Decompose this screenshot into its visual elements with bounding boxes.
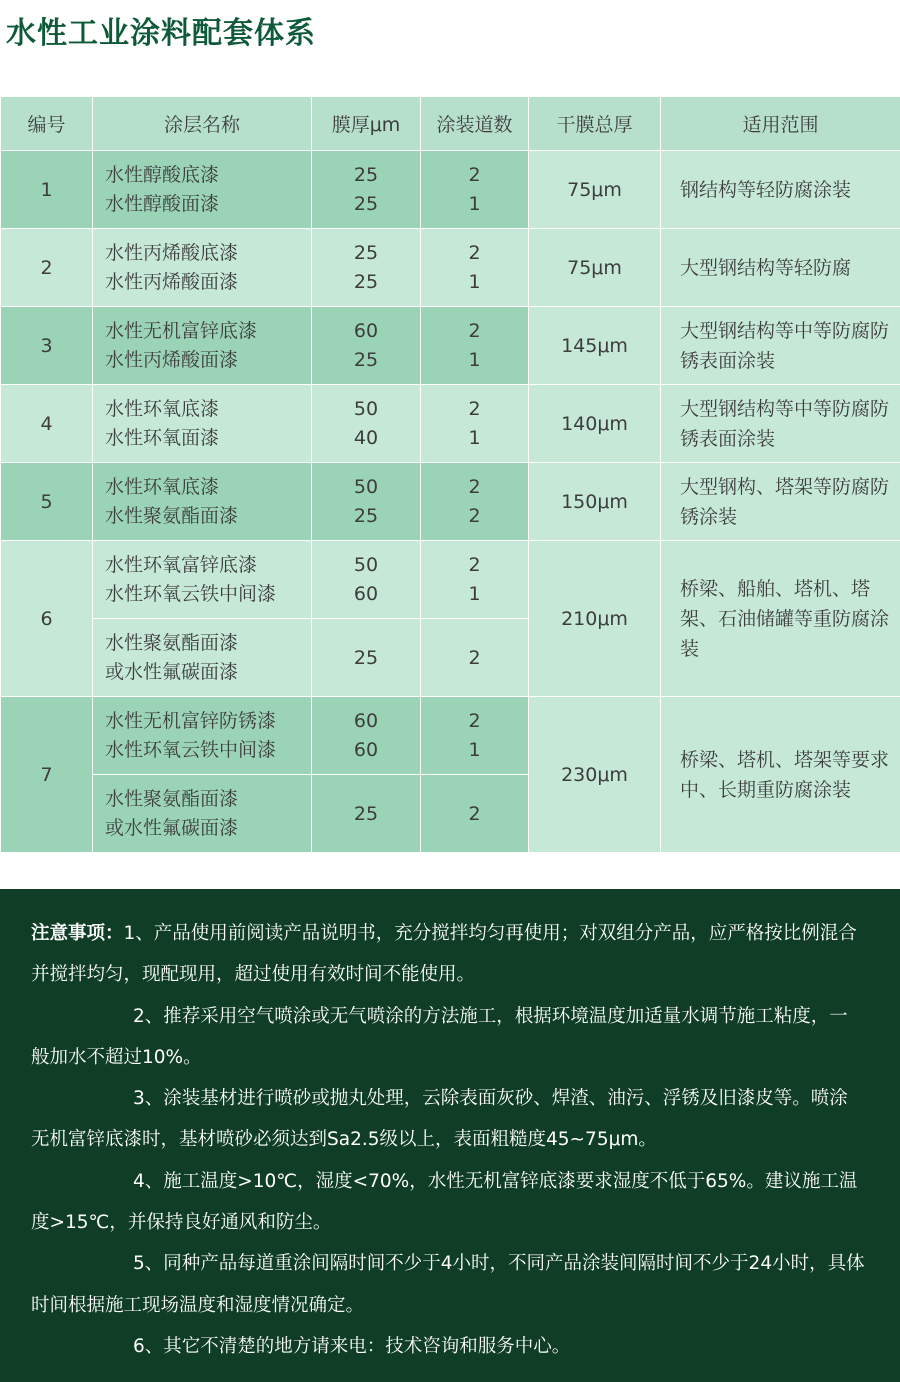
count-value: 2 <box>421 775 529 853</box>
film-thickness <box>312 307 421 385</box>
thickness-value: 25 <box>312 619 421 697</box>
header-scope: 适用范围 <box>661 97 900 151</box>
film-thickness <box>312 385 421 463</box>
thickness-value: 60 <box>353 319 379 342</box>
dry-total: 75μm <box>529 151 661 229</box>
dry-total: 230μm <box>529 697 661 853</box>
coat-name: 或水性氟碳面漆 <box>105 816 239 839</box>
notes-label: 注意事项： <box>31 923 124 944</box>
coat-name: 水性无机富锌防锈漆 <box>105 709 277 732</box>
coat-name: 水性醇酸底漆 <box>105 163 220 186</box>
coat-count <box>421 229 529 307</box>
thickness-value: 25 <box>353 192 379 215</box>
coat-name: 水性聚氨酯面漆 <box>105 504 239 527</box>
coat-count <box>421 151 529 229</box>
thickness-value: 50 <box>353 553 379 576</box>
thickness-value: 60 <box>353 738 379 761</box>
row-number: 7 <box>1 697 93 853</box>
coat-count <box>421 385 529 463</box>
coat-names <box>93 619 312 697</box>
count-value: 1 <box>468 270 481 293</box>
count-value: 2 <box>468 397 481 420</box>
dry-total: 150μm <box>529 463 661 541</box>
film-thickness <box>312 229 421 307</box>
scope: 大型钢构、塔架等防腐防锈涂装 <box>661 463 900 541</box>
coat-name: 水性环氧云铁中间漆 <box>105 582 277 605</box>
table-row <box>1 541 900 619</box>
table-row <box>1 385 900 463</box>
table-row <box>1 151 900 229</box>
count-value: 2 <box>468 163 481 186</box>
coat-names <box>93 697 312 775</box>
note-item-3: 3、涂装基材进行喷砂或抛丸处理，云除表面灰砂、焊渣、油污、浮锈及旧漆皮等。喷涂无机富锌底漆时，基材喷砂必须达到Sa2.5级以上，表面粗糙度45~75μm。 <box>31 1088 848 1151</box>
coat-count <box>421 697 529 775</box>
table-row <box>1 463 900 541</box>
header-coat-count: 涂装道数 <box>421 97 529 151</box>
coat-names <box>93 463 312 541</box>
dry-total: 210μm <box>529 541 661 697</box>
header-film-thickness: 膜厚μm <box>312 97 421 151</box>
note-item-5: 5、同种产品每道重涂间隔时间不少于4小时，不同产品涂装间隔时间不少于24小时，具体时间根据施工现场温度和湿度情况确定。 <box>31 1253 865 1316</box>
coat-name: 水性丙烯酸面漆 <box>105 348 239 371</box>
notes-panel <box>0 889 900 1382</box>
thickness-value: 40 <box>353 426 379 449</box>
coat-name: 水性聚氨酯面漆 <box>105 787 239 810</box>
thickness-value: 50 <box>353 397 379 420</box>
coat-names <box>93 541 312 619</box>
thickness-value: 25 <box>353 241 379 264</box>
thickness-value: 25 <box>353 163 379 186</box>
count-value: 1 <box>468 348 481 371</box>
coat-names <box>93 229 312 307</box>
header-dry-total: 干膜总厚 <box>529 97 661 151</box>
note-text: 1、产品使用前阅读产品说明书，充分搅拌均匀再使用；对双组分产品，应严格按比例混合并搅拌均匀，现配现用，超过使用有效时间不能使用。 <box>31 923 857 986</box>
table-row <box>1 697 900 775</box>
count-value: 2 <box>421 619 529 697</box>
coat-name: 水性无机富锌底漆 <box>105 319 258 342</box>
header-coat-name: 涂层名称 <box>93 97 312 151</box>
count-value: 2 <box>468 553 481 576</box>
thickness-value: 60 <box>353 582 379 605</box>
coat-names <box>93 385 312 463</box>
coat-name: 水性环氧面漆 <box>105 426 220 449</box>
film-thickness <box>312 697 421 775</box>
coat-name: 水性醇酸面漆 <box>105 192 220 215</box>
row-number: 3 <box>1 307 93 385</box>
coat-name: 水性环氧云铁中间漆 <box>105 738 277 761</box>
coating-system-table <box>0 96 900 853</box>
table-row <box>1 307 900 385</box>
coat-name: 或水性氟碳面漆 <box>105 660 239 683</box>
film-thickness <box>312 151 421 229</box>
count-value: 2 <box>468 319 481 342</box>
page-title: 水性工业涂料配套体系 <box>6 16 316 51</box>
table-row <box>1 229 900 307</box>
row-number: 5 <box>1 463 93 541</box>
row-number: 4 <box>1 385 93 463</box>
scope: 桥梁、塔机、塔架等要求中、长期重防腐涂装 <box>661 697 900 853</box>
dry-total: 75μm <box>529 229 661 307</box>
coat-count <box>421 463 529 541</box>
header-no: 编号 <box>1 97 93 151</box>
coat-names <box>93 151 312 229</box>
count-value: 1 <box>468 582 481 605</box>
dry-total: 140μm <box>529 385 661 463</box>
row-number: 6 <box>1 541 93 697</box>
count-value: 2 <box>468 504 481 527</box>
note-item-4: 4、施工温度>10℃，湿度<70%，水性无机富锌底漆要求湿度不低于65%。建议施工温度>15℃，并保持良好通风和防尘。 <box>31 1170 858 1234</box>
count-value: 2 <box>468 241 481 264</box>
note-item-2: 2、推荐采用空气喷涂或无气喷涂的方法施工，根据环境温度加适量水调节施工粘度，一般加水不超过10%。 <box>31 1005 848 1068</box>
table-header-row <box>1 97 900 151</box>
scope: 桥梁、船舶、塔机、塔架、石油储罐等重防腐涂装 <box>661 541 900 697</box>
coat-name: 水性丙烯酸面漆 <box>105 270 239 293</box>
thickness-value: 25 <box>353 504 379 527</box>
count-value: 2 <box>468 709 481 732</box>
note-item-1 <box>31 913 866 996</box>
count-value: 1 <box>468 192 481 215</box>
coat-name: 水性环氧富锌底漆 <box>105 553 258 576</box>
coat-name: 水性环氧底漆 <box>105 397 220 420</box>
scope: 大型钢结构等中等防腐防锈表面涂装 <box>661 385 900 463</box>
coat-names <box>93 775 312 853</box>
film-thickness <box>312 463 421 541</box>
count-value: 2 <box>468 475 481 498</box>
note-item-6: 6、其它不清楚的地方请来电：技术咨询和服务中心。 <box>133 1335 571 1357</box>
thickness-value: 60 <box>353 709 379 732</box>
coat-count <box>421 307 529 385</box>
coat-count <box>421 541 529 619</box>
film-thickness <box>312 541 421 619</box>
thickness-value: 25 <box>353 270 379 293</box>
thickness-value: 50 <box>353 475 379 498</box>
coat-name: 水性环氧底漆 <box>105 475 220 498</box>
coat-name: 水性聚氨酯面漆 <box>105 631 239 654</box>
dry-total: 145μm <box>529 307 661 385</box>
coat-names <box>93 307 312 385</box>
thickness-value: 25 <box>312 775 421 853</box>
count-value: 1 <box>468 738 481 761</box>
scope: 大型钢结构等轻防腐 <box>661 229 900 307</box>
scope: 大型钢结构等中等防腐防锈表面涂装 <box>661 307 900 385</box>
thickness-value: 25 <box>353 348 379 371</box>
row-number: 1 <box>1 151 93 229</box>
count-value: 1 <box>468 426 481 449</box>
row-number: 2 <box>1 229 93 307</box>
scope: 钢结构等轻防腐涂装 <box>661 151 900 229</box>
coat-name: 水性丙烯酸底漆 <box>105 241 239 264</box>
